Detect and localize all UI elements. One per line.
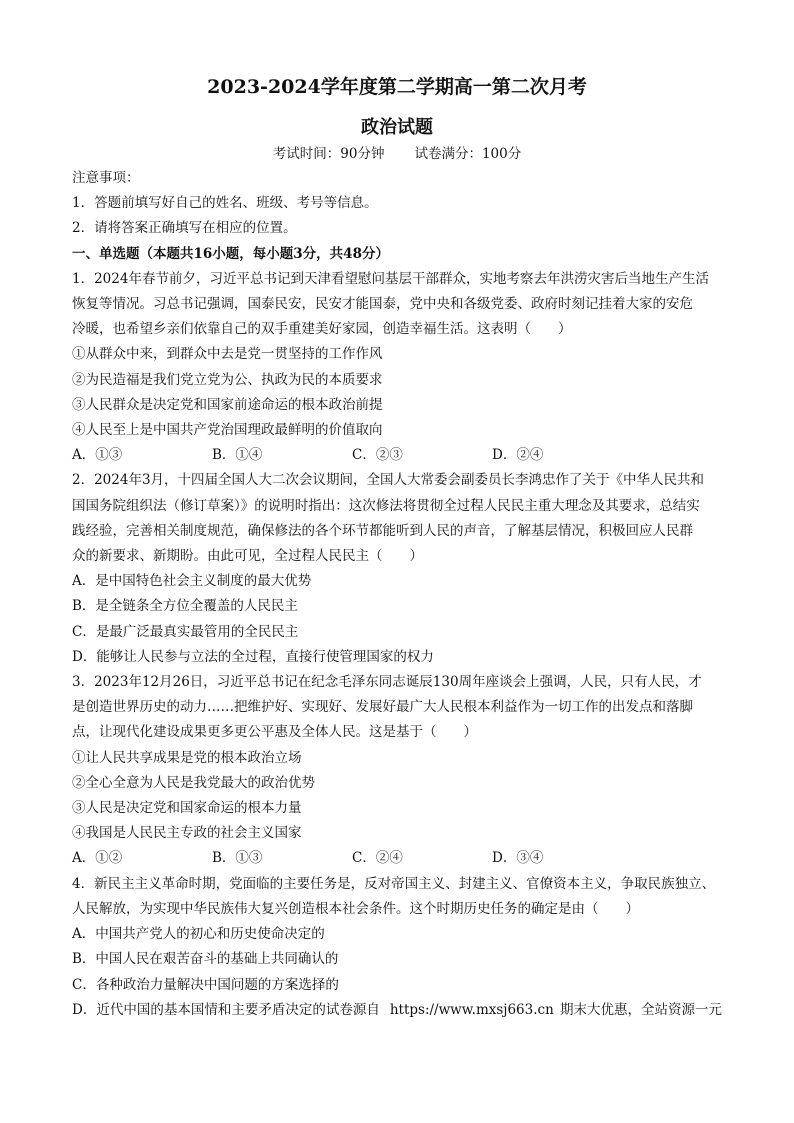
section-heading: 一、单选题（本题共16小题，每小题3分，共48分） (72, 245, 389, 262)
question-text: 众的新要求、新期盼。由此可见，全过程人民民主（ ） (72, 548, 423, 565)
question-text: 2．2024年3月，十四届全国人大二次会议期间，全国人大常委会副委员长李鸿忠作了关于《中华人民共和 (72, 472, 705, 489)
option-b: B．①③ (212, 850, 263, 867)
question-3 (72, 670, 722, 872)
option-d: D．能够让人民参与立法的全过程，直接行使管理国家的权力 (72, 648, 434, 665)
notice-item: 1．答题前填写好自己的姓名、班级、考号等信息。 (72, 195, 378, 212)
option-c: C．②③ (352, 447, 403, 464)
question-text: 恢复等情况。习总书记强调，国泰民安，民安才能国泰，党中央和各级党委、政府时刻记挂着大家的安危 (72, 296, 693, 313)
option-c: C．是最广泛最真实最管用的全民民主 (72, 623, 299, 640)
options-row (72, 846, 722, 871)
question-2 (72, 468, 722, 670)
question-text: 是创造世界历史的动力……把维护好、实现好、发展好最广大人民根本利益作为一切工作的出发点和落脚 (72, 699, 693, 716)
option-d-row (72, 998, 722, 1023)
promo-text: 期末大优惠，全站资源一元 (560, 1001, 722, 1018)
option-d: D．②④ (492, 447, 544, 464)
exam-meta (72, 142, 722, 166)
option-b: B．①④ (212, 447, 263, 464)
exam-subject: 政治试题 (361, 117, 433, 138)
question-text: 人民解放，为实现中华民族伟大复兴创造根本社会条件。这个时期历史任务的确定是由（ ） (72, 900, 639, 917)
question-text: 点，让现代化建设成果更多更公平惠及全体人民。这是基于（ ） (72, 724, 477, 741)
exam-title: 2023-2024学年度第二学期高一第二次月考 (207, 76, 587, 98)
exam-time: 考试时间：90分钟 (272, 146, 385, 162)
option-c: C．②④ (352, 850, 403, 867)
question-text: 4．新民主主义革命时期，党面临的主要任务是，反对帝国主义、封建主义、官僚资本主义，争取民族独立、 (72, 875, 716, 892)
statement: ①从群众中来，到群众中去是党一贯坚持的工作作风 (72, 346, 383, 363)
statement: ④人民至上是中国共产党治国理政最鲜明的价值取向 (72, 422, 383, 439)
question-text: 国国务院组织法（修订草案）》的说明时指出：这次修法将贯彻全过程人民民主重大理念及其要求，总结实 (72, 497, 700, 514)
option-c: C．各种政治力量解决中国问题的方案选择的 (72, 976, 339, 993)
exam-score: 试卷满分：100分 (414, 146, 522, 162)
option-a: A．①② (72, 850, 123, 867)
question-text: 3．2023年12月26日，习近平总书记在纪念毛泽东同志诞辰130周年座谈会上强调，人民，只有人民，才 (72, 674, 702, 691)
statement: ②全心全意为人民是我党最大的政治优势 (72, 774, 315, 791)
option-a: A．中国共产党人的初心和历史使命决定的 (72, 926, 325, 943)
question-text: 践经验，完善相关制度规范，确保修法的各个环节都能听到人民的声音，了解基层情况，积极回应人民群 (72, 522, 693, 539)
option-d: D．近代中国的基本国情和主要矛盾决定的试卷源自 (72, 1001, 380, 1018)
notice-item: 2．请将答案正确填写在相应的位置。 (72, 220, 297, 237)
statement: ④我国是人民民主专政的社会主义国家 (72, 825, 302, 842)
option-b: B．中国人民在艰苦奋斗的基础上共同确认的 (72, 951, 339, 968)
option-a: A．是中国特色社会主义制度的最大优势 (72, 573, 312, 590)
source-url[interactable]: https://www.mxsj663.cn (389, 1001, 554, 1018)
statement: ③人民是决定党和国家命运的根本力量 (72, 800, 302, 817)
question-1 (72, 267, 722, 469)
statement: ①让人民共享成果是党的根本政治立场 (72, 749, 302, 766)
option-b: B．是全链条全方位全覆盖的人民民主 (72, 598, 298, 615)
options-row (72, 443, 722, 468)
question-4 (72, 872, 722, 1023)
notice-heading: 注意事项： (72, 170, 140, 186)
option-a: A．①③ (72, 447, 123, 464)
statement: ②为民造福是我们党立党为公、执政为民的本质要求 (72, 371, 383, 388)
question-text: 冷暖，也希望乡亲们依靠自己的双手重建美好家园，创造幸福生活。这表明（ ） (72, 321, 572, 338)
statement: ③人民群众是决定党和国家前途命运的根本政治前提 (72, 396, 383, 413)
option-d: D．③④ (492, 850, 544, 867)
question-text: 1．2024年春节前夕，习近平总书记到天津看望慰问基层干部群众，实地考察去年洪涝灾害后当地生产生活 (72, 270, 709, 287)
